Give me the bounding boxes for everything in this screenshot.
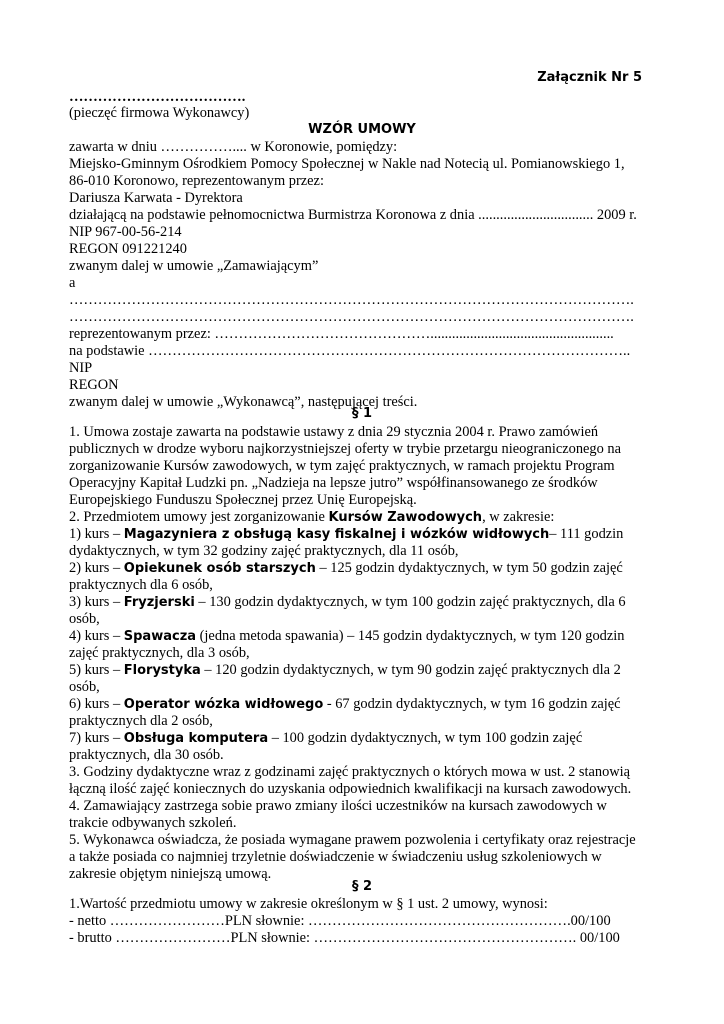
intro-line: na podstawie ……………………………………………………………………………………….. — [69, 343, 631, 359]
text-run: - 67 godzin dydaktycznych, w tym 16 godzin zajęć — [323, 696, 621, 712]
course-name: Spawacza — [123, 629, 197, 644]
course-name: Obsługa komputera — [123, 731, 269, 746]
paragraph-line: Operacyjny Kapitał Ludzki pn. „Nadzieja na lepsze jutro” współfinansowanego ze środków — [69, 475, 598, 491]
course-name: Operator wózka widłowego — [123, 697, 324, 712]
stamp-dots: ………………………………. — [69, 89, 246, 105]
section-2-heading: § 2 — [351, 879, 373, 894]
attachment-label: Załącznik Nr 5 — [537, 70, 642, 85]
course-item — [69, 730, 582, 747]
paragraph-line: 1. Umowa zostaje zawarta na podstawie ustawy z dnia 29 stycznia 2004 r. Prawo zamówień — [69, 424, 599, 440]
course-item — [69, 628, 624, 645]
price-gross-line: - brutto ……………………PLN słownie: ………………………………………………. 00/100 — [69, 930, 620, 946]
paragraph-line: 4. Zamawiający zastrzega sobie prawo zmiany ilości uczestników na kursach zawodowych w — [69, 798, 607, 814]
document-title: WZÓR UMOWY — [308, 122, 416, 137]
intro-line: ………………………………………………………………………………………………………. — [69, 292, 634, 308]
text-run: – 130 godzin dydaktycznych, w tym 100 godzin zajęć praktycznych, dla 6 — [194, 594, 626, 610]
intro-line: a — [69, 275, 76, 291]
paragraph-line: Europejskiego Funduszu Społecznej przez Unię Europejską. — [69, 492, 417, 508]
paragraph-line: praktycznych dla 2 osób, — [69, 713, 213, 729]
intro-line: REGON 091221240 — [69, 241, 187, 257]
text-run: , w zakresie: — [482, 509, 555, 525]
intro-line: działającą na podstawie pełnomocnictwa Burmistrza Koronowa z dnia ................................ 2009 r. — [69, 207, 637, 223]
text-run: (jedna metoda spawania) – 145 godzin dydaktycznych, w tym 120 godzin — [196, 628, 625, 644]
paragraph-line: praktycznych dla 6 osób, — [69, 577, 213, 593]
text-run: 2. Przedmiotem umowy jest zorganizowanie — [69, 509, 329, 525]
text-run: 7) kurs – — [69, 730, 124, 746]
paragraph-line: zajęć praktycznych, dla 3 osób, — [69, 645, 250, 661]
text-run: 1) kurs – — [69, 526, 124, 542]
intro-line: zawarta w dniu …………….... w Koronowie, pomiędzy: — [69, 139, 398, 155]
intro-line: Miejsko-Gminnym Ośrodkiem Pomocy Społecznej w Nakle nad Notecią ul. Pomianowskiego 1, — [69, 156, 625, 172]
text-run: – 100 godzin dydaktycznych, w tym 100 godzin zajęć — [268, 730, 583, 746]
paragraph-line: osób, — [69, 679, 100, 695]
text-run: – 120 godzin dydaktycznych, w tym 90 godzin zajęć praktycznych dla 2 — [200, 662, 621, 678]
paragraph-line: 3. Godziny dydaktyczne wraz z godzinami zajęć praktycznych o których mowa w ust. 2 stanowią — [69, 764, 631, 780]
intro-line: NIP — [69, 360, 93, 376]
paragraph-line: osób, — [69, 611, 100, 627]
paragraph-line: 5. Wykonawca oświadcza, że posiada wymagane prawem pozwolenia i certyfikaty oraz rejestracje — [69, 832, 636, 848]
text-run: – 111 godzin — [549, 526, 624, 542]
intro-line: NIP 967-00-56-214 — [69, 224, 182, 240]
paragraph-line: dydaktycznych, w tym 32 godziny zajęć praktycznych, dla 11 osób, — [69, 543, 459, 559]
course-name: Opiekunek osób starszych — [123, 561, 316, 576]
course-item — [69, 662, 621, 679]
intro-line: REGON — [69, 377, 119, 393]
intro-line: Dariusza Karwata - Dyrektora — [69, 190, 243, 206]
paragraph-line: zorganizowanie Kursów zawodowych, w tym zajęć praktycznych, w ramach projektu Program — [69, 458, 615, 474]
text-run: – 125 godzin dydaktycznych, w tym 50 godzin zajęć — [315, 560, 623, 576]
price-net-line: - netto ……………………PLN słownie: ……………………………………………….00/100 — [69, 913, 611, 929]
paragraph-line: publicznych w drodze wyboru najkorzystniejszej oferty w trybie przetargu nieograniczonego na — [69, 441, 621, 457]
course-item — [69, 526, 623, 543]
intro-line: ………………………………………………………………………………………………………. — [69, 309, 634, 325]
intro-line: reprezentowanym przez: ………………………………………................................................... — [69, 326, 614, 342]
text-run: 5) kurs – — [69, 662, 124, 678]
paragraph-line: praktycznych, dla 30 osób. — [69, 747, 224, 763]
paragraph-line: 1.Wartość przedmiotu umowy w zakresie określonym w § 1 ust. 2 umowy, wynosi: — [69, 896, 548, 912]
paragraph-line: zakresie objętym niniejszą umową. — [69, 866, 272, 882]
text-run: 3) kurs – — [69, 594, 124, 610]
paragraph-line: a także posiada co najmniej trzyletnie doświadczenie w świadczeniu usług szkoleniowych w — [69, 849, 602, 865]
section-1-heading: § 1 — [351, 406, 373, 421]
bold-term: Kursów Zawodowych — [328, 510, 483, 525]
text-run: 2) kurs – — [69, 560, 124, 576]
intro-line: zwanym dalej w umowie „Zamawiającym” — [69, 258, 319, 274]
text-run: 6) kurs – — [69, 696, 124, 712]
paragraph-line: trakcie odbywanych szkoleń. — [69, 815, 237, 831]
course-name: Fryzjerski — [123, 595, 195, 610]
intro-line: 86-010 Koronowo, reprezentowanym przez: — [69, 173, 324, 189]
stamp-label: (pieczęć firmowa Wykonawcy) — [69, 105, 250, 121]
text-run: 4) kurs – — [69, 628, 124, 644]
course-name: Florystyka — [123, 663, 201, 678]
course-item — [69, 696, 621, 713]
course-item — [69, 560, 623, 577]
course-item — [69, 594, 626, 611]
paragraph-line — [69, 509, 554, 526]
paragraph-line: łączną ilość zajęć koniecznych do uzyskania odpowiednich kwalifikacji na kursach zawodowych. — [69, 781, 632, 797]
intro-line: zwanym dalej w umowie „Wykonawcą”, następującej treści. — [69, 394, 418, 410]
course-name: Magazyniera z obsługą kasy fiskalnej i wózków widłowych — [123, 527, 550, 542]
